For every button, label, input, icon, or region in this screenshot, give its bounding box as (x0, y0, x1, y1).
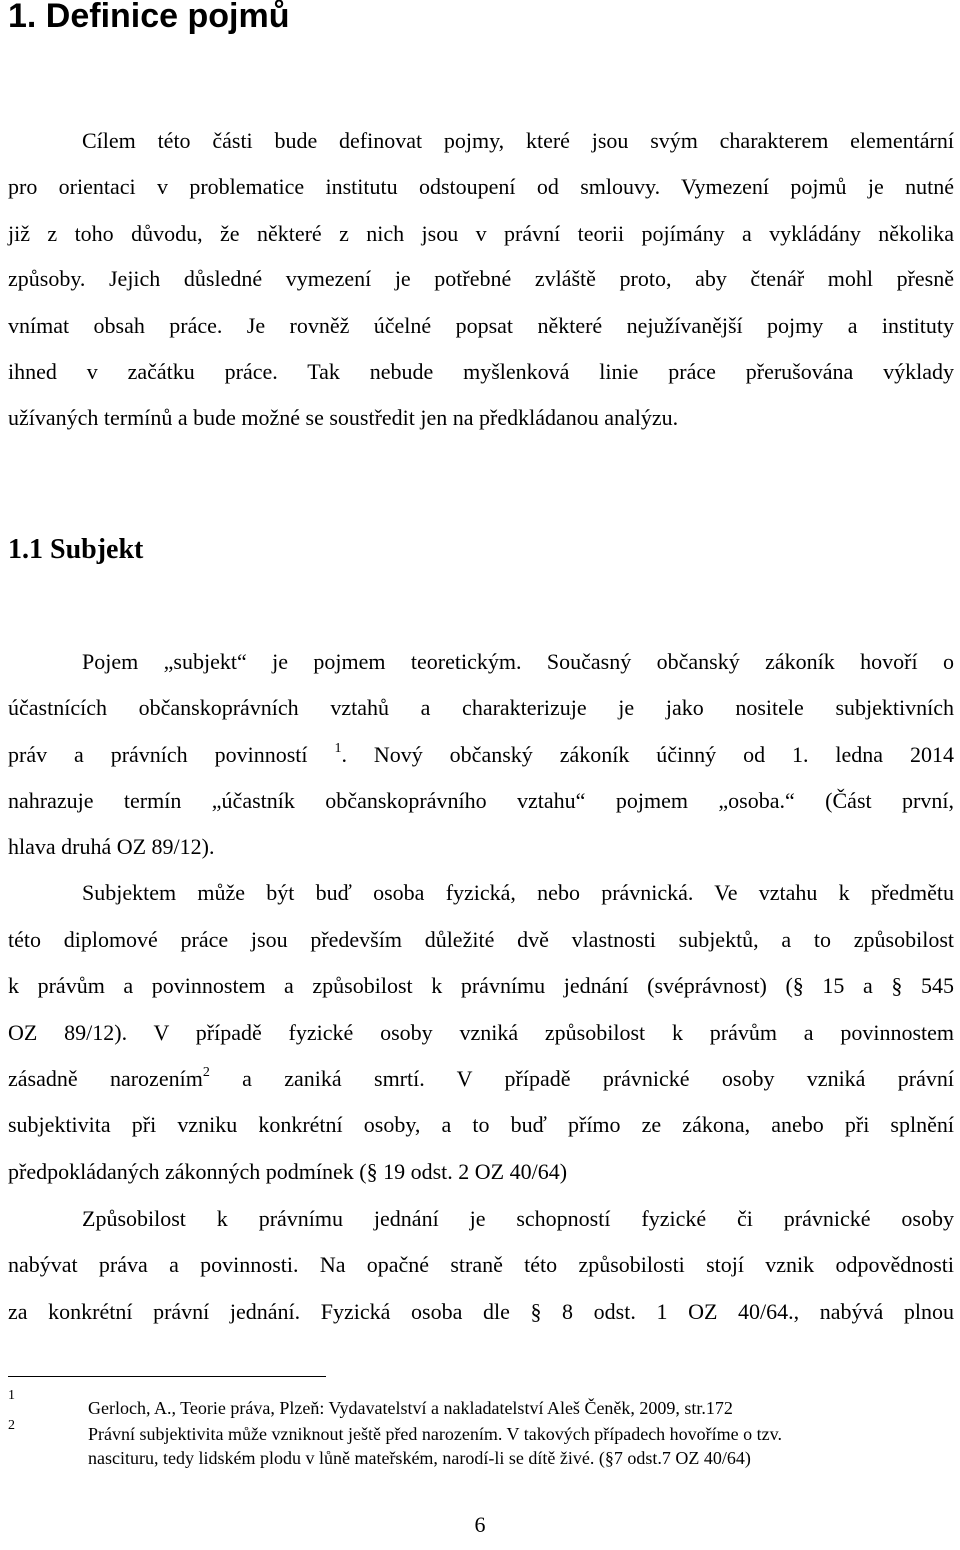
p2-line-7: předpokládaných zákonných podmínek (§ 19 odst. 2 OZ 40/64) (8, 1159, 568, 1184)
footnote-ref-1: 1 (334, 741, 342, 756)
p1-line-3-text-b: . Nový občanský zákoník účinný od 1. ledna 2014 (341, 742, 954, 767)
footnote-separator (8, 1376, 326, 1377)
p2-line-6: subjektivita při vzniku konkrétní osoby, a to buď přímo ze zákona, anebo při splnění (8, 1112, 954, 1137)
p2-line-1: Subjektem může být buď osoba fyzická, nebo právnická. Ve vztahu k předmětu (82, 880, 954, 905)
footnote-1-number: 1 (8, 1388, 15, 1403)
p1-line-3-text-a: práv a právních povinností (8, 742, 335, 767)
p1-line-5: hlava druhá OZ 89/12). (8, 834, 215, 859)
p2-line-3: k právům a povinnostem a způsobilost k právnímu jednání (svéprávnost) (§ 15 a § 545 (8, 973, 954, 998)
p2-line-5-text-b: a zaniká smrtí. V případě právnické osoby vzniká právní (209, 1066, 954, 1091)
footnote-2-number: 2 (8, 1418, 15, 1433)
intro-line-4: způsoby. Jejich důsledné vymezení je potřebné zvláště proto, aby čtenář mohl přesně (8, 266, 954, 291)
footnote-ref-2: 2 (202, 1065, 210, 1080)
heading-definice-pojmu: 1. Definice pojmů (8, 0, 290, 35)
intro-line-2: pro orientaci v problematice institutu odstoupení od smlouvy. Vymezení pojmů je nutné (8, 174, 954, 199)
footnote-2-text-line-1: Právní subjektivita může vzniknout ještě před narozením. V takových případech hovoříme o tzv. (88, 1424, 782, 1444)
p2-line-5 (8, 1064, 954, 1094)
p2-line-5-text-a: zásadně narozením (8, 1066, 203, 1091)
p3-line-1: Způsobilost k právnímu jednání je schopností fyzické či právnické osoby (82, 1206, 954, 1231)
page-number: 6 (474, 1512, 486, 1537)
intro-line-5: vnímat obsah práce. Je rovněž účelné popsat některé nejužívanější pojmy a instituty (8, 313, 954, 338)
p1-line-2: účastnících občanskoprávních vztahů a charakterizuje je jako nositele subjektivních (8, 695, 954, 720)
heading-subjekt: 1.1 Subjekt (8, 534, 144, 565)
p3-line-2: nabývat práva a povinnosti. Na opačné straně této způsobilosti stojí vznik odpovědnosti (8, 1252, 954, 1277)
intro-line-6: ihned v začátku práce. Tak nebude myšlenková linie práce přerušována výklady (8, 359, 954, 384)
p1-line-4: nahrazuje termín „účastník občanskoprávního vztahu“ pojmem „osoba.“ (Část první, (8, 788, 954, 813)
footnote-1-text: Gerloch, A., Teorie práva, Plzeň: Vydavatelství a nakladatelství Aleš Čeněk, 2009, str.172 (88, 1398, 733, 1418)
footnote-2-text-line-2: nascituru, tedy lidském plodu v lůně mateřském, narodí-li se dítě živé. (§7 odst.7 OZ 40/64) (88, 1448, 751, 1468)
p2-line-2: této diplomové práce jsou především důležité dvě vlastnosti subjektů, a to způsobilost (8, 927, 954, 952)
intro-line-7: užívaných termínů a bude možné se soustředit jen na předkládanou analýzu. (8, 405, 679, 430)
p1-line-3 (8, 740, 954, 770)
p3-line-3: za konkrétní právní jednání. Fyzická osoba dle § 8 odst. 1 OZ 40/64., nabývá plnou (8, 1299, 954, 1324)
intro-line-3: již z toho důvodu, že některé z nich jsou v právní teorii pojímány a vykládány několika (8, 221, 954, 246)
p2-line-4: OZ 89/12). V případě fyzické osoby vzniká způsobilost k právům a povinnostem (8, 1020, 954, 1045)
intro-line-1: Cílem této části bude definovat pojmy, které jsou svým charakterem elementární (82, 128, 954, 153)
p1-line-1: Pojem „subjekt“ je pojmem teoretickým. Současný občanský zákoník hovoří o (82, 649, 954, 674)
